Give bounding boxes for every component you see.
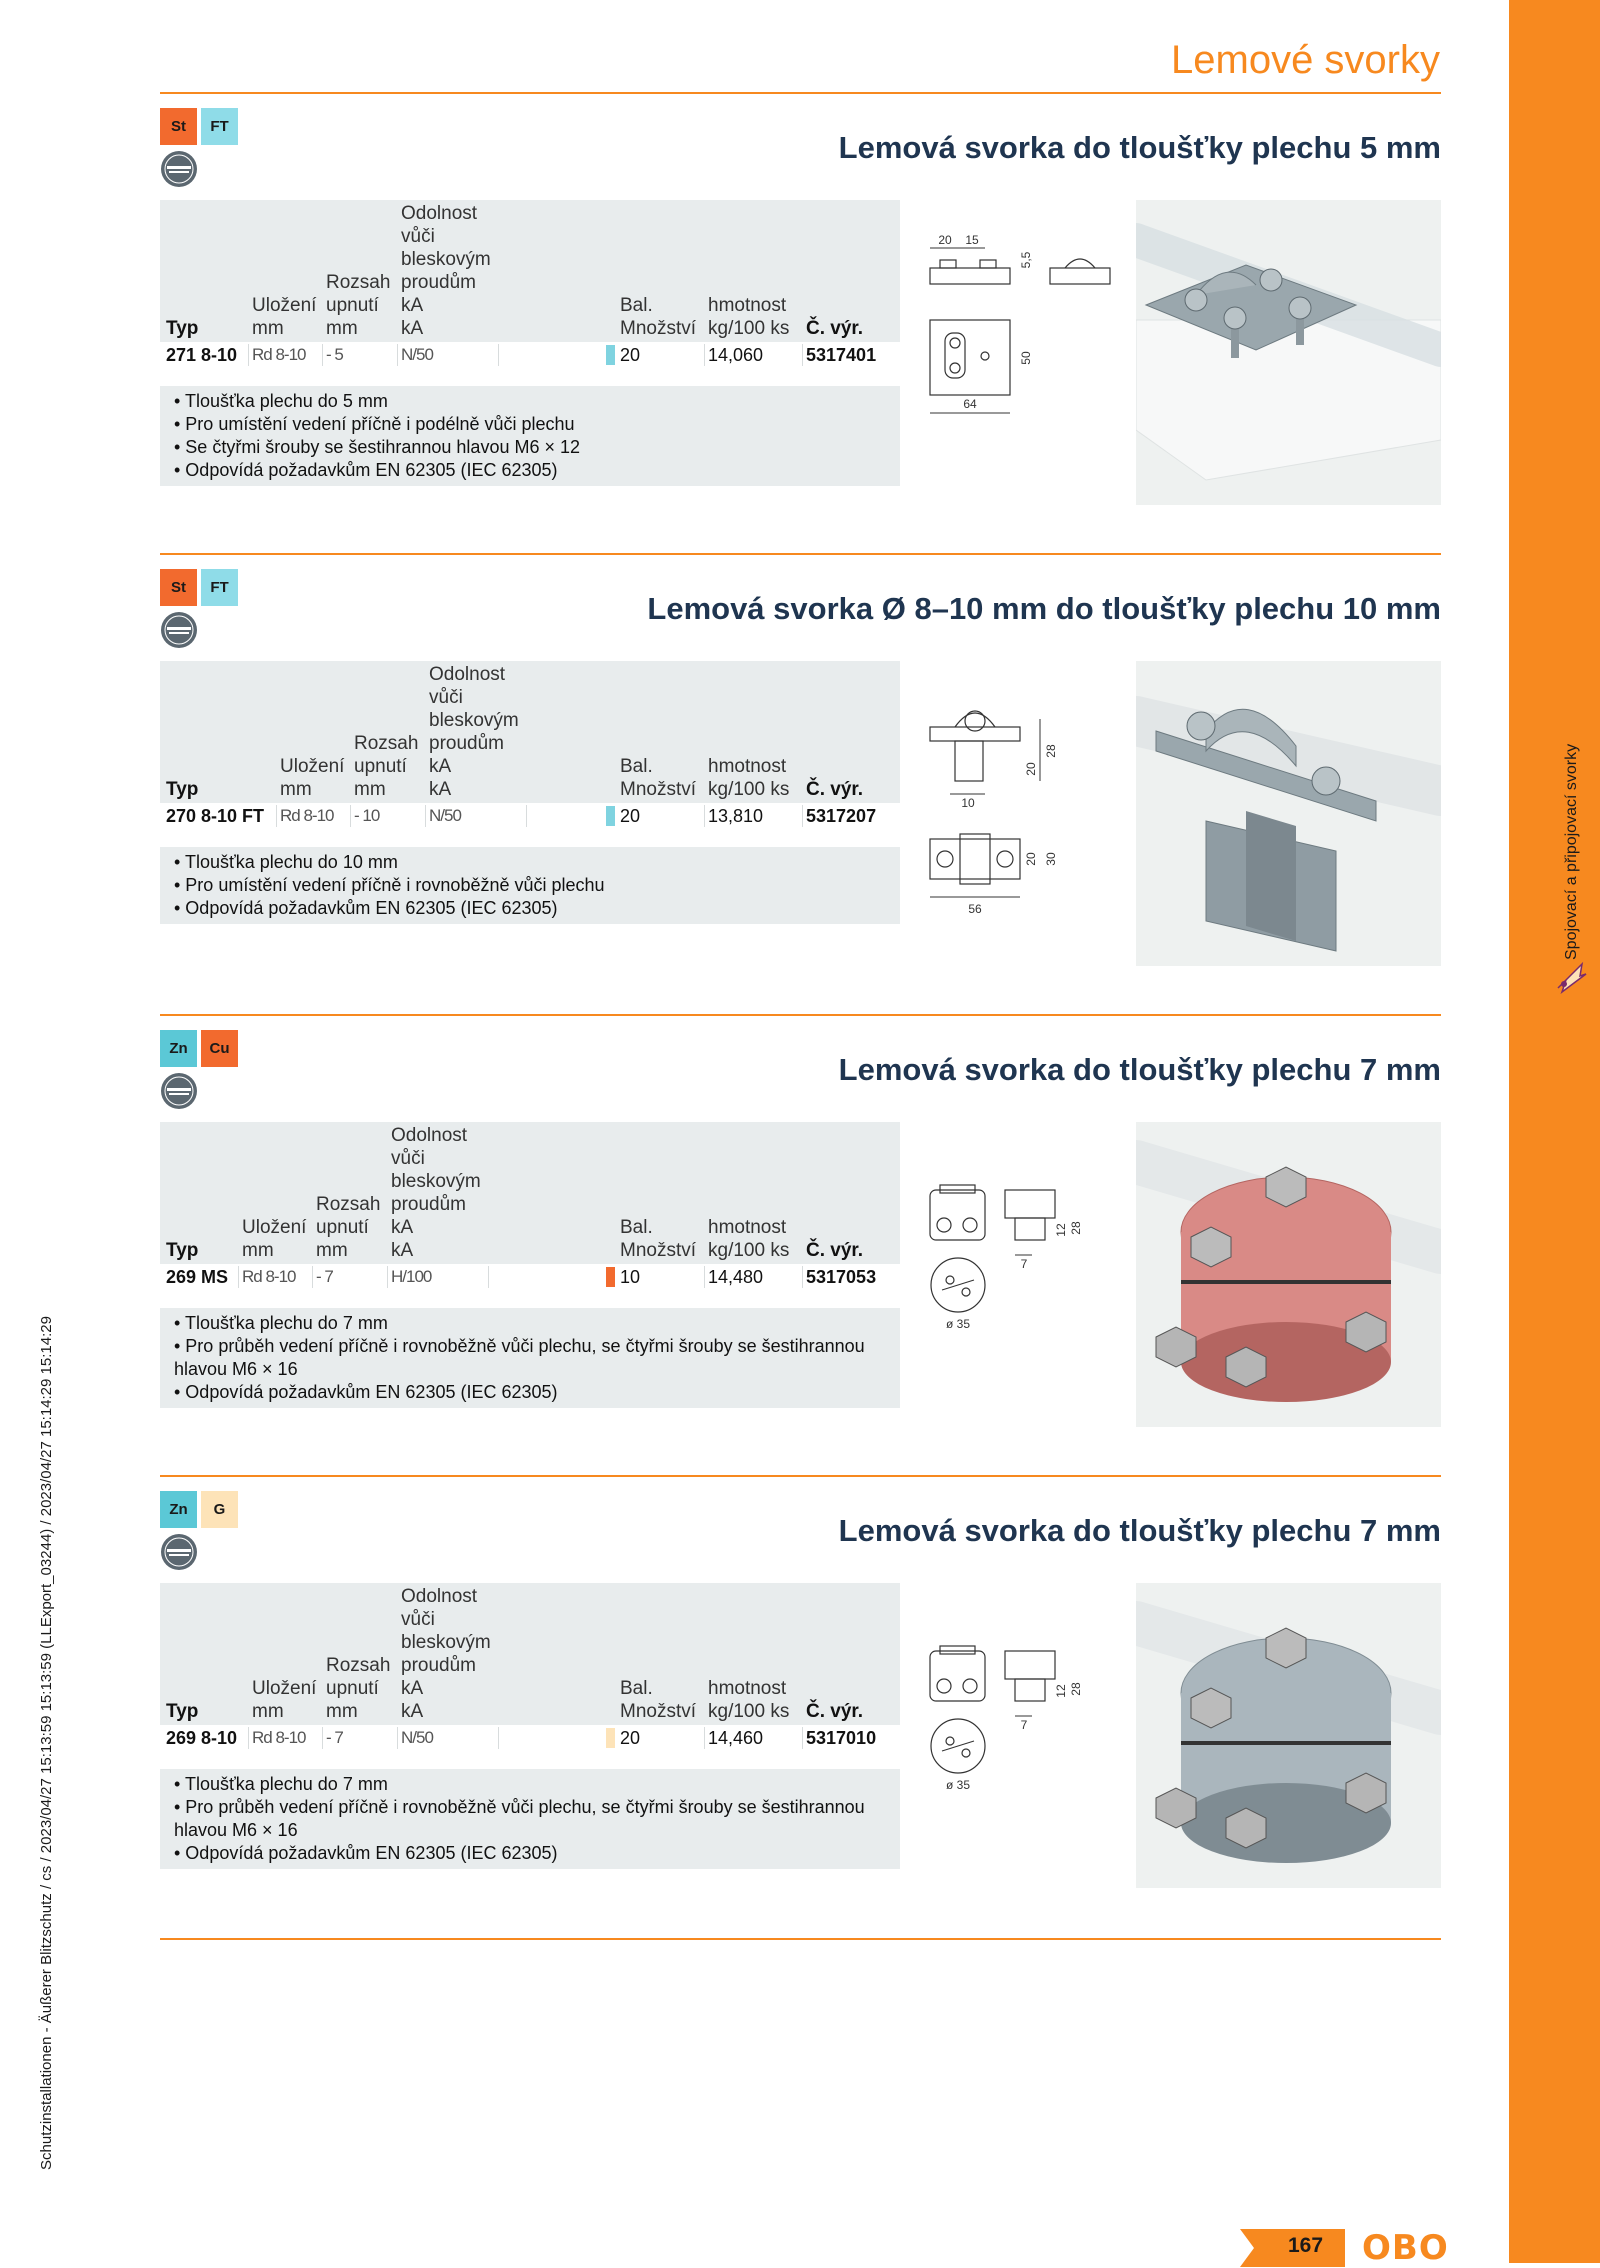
- column-header-hmotnost: hmotnost kg/100 ks: [708, 295, 790, 339]
- column-header-ulozeni: Uložení mm: [252, 1678, 317, 1722]
- cell-hmotnost: 14,480: [708, 1267, 764, 1287]
- note-line: • Se čtyřmi šrouby se šestihrannou hlavou M6 × 12: [174, 437, 581, 457]
- column-header-bal: Bal. Množství: [620, 295, 697, 339]
- technical-drawing: [920, 1130, 1120, 1390]
- column-header-hmotnost: hmotnost kg/100 ks: [708, 756, 790, 800]
- cell-odolnost: H/100: [391, 1267, 432, 1286]
- cell-bal: 20: [620, 1728, 641, 1748]
- column-header-typ: Typ: [166, 318, 199, 339]
- product-photo: [1136, 1583, 1441, 1888]
- section-divider: [160, 553, 1441, 555]
- cell-separator: [498, 1727, 499, 1749]
- tested-seal-icon: [160, 1072, 198, 1110]
- column-header-rozsah: Rozsah upnutí mm: [326, 1655, 391, 1722]
- product-notes: [160, 386, 900, 486]
- dimension-label: 20: [1024, 762, 1038, 776]
- product-notes: [160, 1308, 900, 1408]
- technical-drawing: [920, 1591, 1120, 1851]
- material-color-swatch: [606, 806, 615, 826]
- cell-odolnost: N/50: [401, 1728, 433, 1747]
- cell-cvyr: 5317053: [806, 1267, 877, 1287]
- cell-cvyr: 5317401: [806, 345, 877, 365]
- product-title: Lemová svorka do tloušťky plechu 7 mm: [838, 1052, 1441, 1087]
- cell-odolnost: N/50: [429, 806, 461, 825]
- tested-seal-icon: [160, 611, 198, 649]
- cell-ulozeni: Rd 8-10: [252, 1728, 306, 1747]
- cell-separator: [248, 344, 249, 366]
- orange-sidebar: [1509, 0, 1600, 2263]
- tested-seal-icon: [160, 1533, 198, 1571]
- dimension-label: 10: [961, 796, 975, 810]
- cell-separator: [704, 1266, 705, 1288]
- material-badge: FT: [201, 108, 238, 145]
- cell-separator: [802, 1727, 803, 1749]
- dimension-label: 56: [968, 902, 982, 916]
- cell-ulozeni: Rd 8-10: [280, 806, 334, 825]
- note-line: • Pro průběh vedení příčně i rovnoběžně vůči plechu, se čtyřmi šrouby se šestihrannou hlavou M6 × 16: [174, 1336, 865, 1379]
- cell-separator: [704, 1727, 705, 1749]
- footer-export-info: Schutzinstallationen - Äußerer Blitzschutz / cs / 2023/04/27 15:13:59 15:13:59 (LLExport_03244) / 2023/04/27 15:14:29 15:14:29: [38, 1316, 55, 2170]
- product-photo: [1136, 200, 1441, 505]
- dimension-label: 28: [1044, 744, 1058, 758]
- cell-separator: [526, 805, 527, 827]
- dimension-label: 7: [1020, 1257, 1028, 1271]
- product-section: [160, 569, 1441, 1009]
- note-line: • Tloušťka plechu do 10 mm: [174, 852, 398, 872]
- section-divider: [160, 1014, 1441, 1016]
- product-notes: [160, 1769, 900, 1869]
- dimension-label: 50: [1019, 351, 1033, 365]
- cell-separator: [704, 344, 705, 366]
- cell-typ: 269 MS: [166, 1267, 229, 1287]
- cell-rozsah: - 5: [326, 345, 343, 364]
- column-header-typ: Typ: [166, 779, 199, 800]
- material-badge: FT: [201, 569, 238, 606]
- cell-separator: [387, 1266, 388, 1288]
- cell-typ: 271 8-10: [166, 345, 238, 365]
- dimension-label: 28: [1069, 1682, 1083, 1696]
- lightning-clamp-icon: [1552, 958, 1588, 994]
- column-header-ulozeni: Uložení mm: [242, 1217, 307, 1261]
- dimension-label: 20: [1024, 852, 1038, 866]
- cell-separator: [276, 805, 277, 827]
- product-table: [160, 200, 900, 368]
- note-line: • Tloušťka plechu do 7 mm: [174, 1774, 388, 1794]
- dimension-label: 12: [1054, 1684, 1068, 1698]
- note-line: • Pro průběh vedení příčně i rovnoběžně vůči plechu, se čtyřmi šrouby se šestihrannou hlavou M6 × 16: [174, 1797, 865, 1840]
- cell-ulozeni: Rd 8-10: [252, 345, 306, 364]
- cell-separator: [248, 1727, 249, 1749]
- table-row: [160, 342, 900, 368]
- cell-separator: [802, 805, 803, 827]
- page-title: Lemové svorky: [1171, 38, 1440, 82]
- note-line: • Odpovídá požadavkům EN 62305 (IEC 62305): [174, 898, 558, 918]
- cell-cvyr: 5317010: [806, 1728, 877, 1748]
- product-photo: [1136, 661, 1441, 966]
- dimension-label: 7: [1020, 1718, 1028, 1732]
- column-header-cvyr: Č. výr.: [806, 779, 864, 800]
- material-badge: St: [160, 108, 197, 145]
- cell-hmotnost: 13,810: [708, 806, 764, 826]
- product-title: Lemová svorka do tloušťky plechu 5 mm: [838, 130, 1441, 165]
- tested-seal-icon: [160, 150, 198, 188]
- material-badge: St: [160, 569, 197, 606]
- material-color-swatch: [606, 1267, 615, 1287]
- column-header-cvyr: Č. výr.: [806, 318, 864, 339]
- cell-separator: [322, 344, 323, 366]
- cell-rozsah: - 7: [326, 1728, 343, 1747]
- cell-separator: [312, 1266, 313, 1288]
- page-number-tab: [1240, 2229, 1345, 2267]
- note-line: • Pro umístění vedení příčně i rovnoběžně vůči plechu: [174, 875, 605, 895]
- column-header-rozsah: Rozsah upnutí mm: [354, 733, 419, 800]
- technical-drawing: [920, 208, 1120, 468]
- dimension-label: 20: [938, 233, 952, 247]
- note-line: • Odpovídá požadavkům EN 62305 (IEC 62305): [174, 1843, 558, 1863]
- product-title: Lemová svorka do tloušťky plechu 7 mm: [838, 1513, 1441, 1548]
- product-table: [160, 661, 900, 829]
- note-line: • Odpovídá požadavkům EN 62305 (IEC 62305): [174, 460, 558, 480]
- column-header-bal: Bal. Množství: [620, 1217, 697, 1261]
- cell-bal: 20: [620, 345, 641, 365]
- table-row: [160, 1725, 900, 1751]
- column-header-hmotnost: hmotnost kg/100 ks: [708, 1678, 790, 1722]
- column-header-rozsah: Rozsah upnutí mm: [316, 1194, 381, 1261]
- dimension-label: 28: [1069, 1221, 1083, 1235]
- cell-bal: 10: [620, 1267, 641, 1287]
- cell-separator: [488, 1266, 489, 1288]
- column-header-odolnost: Odolnost vůči bleskovým proudům kA kA: [401, 203, 491, 339]
- sidebar-label: Spojovací a připojovací svorky: [1563, 743, 1580, 960]
- note-line: • Odpovídá požadavkům EN 62305 (IEC 62305): [174, 1382, 558, 1402]
- cell-separator: [704, 805, 705, 827]
- cell-separator: [397, 344, 398, 366]
- material-badge: G: [201, 1491, 238, 1528]
- column-header-odolnost: Odolnost vůči bleskovým proudům kA kA: [391, 1125, 481, 1261]
- cell-separator: [397, 1727, 398, 1749]
- page-number-notch: [1240, 2229, 1254, 2267]
- dimension-label: 12: [1054, 1223, 1068, 1237]
- product-table: [160, 1583, 900, 1751]
- section-divider: [160, 1938, 1441, 1940]
- dimension-label: 64: [963, 397, 977, 411]
- note-line: • Tloušťka plechu do 7 mm: [174, 1313, 388, 1333]
- column-header-odolnost: Odolnost vůči bleskovým proudům kA kA: [401, 1586, 491, 1722]
- cell-rozsah: - 7: [316, 1267, 333, 1286]
- material-badge: Cu: [201, 1030, 238, 1067]
- cell-odolnost: N/50: [401, 345, 433, 364]
- column-header-cvyr: Č. výr.: [806, 1240, 864, 1261]
- cell-ulozeni: Rd 8-10: [242, 1267, 296, 1286]
- cell-separator: [238, 1266, 239, 1288]
- column-header-odolnost: Odolnost vůči bleskovým proudům kA kA: [429, 664, 519, 800]
- table-row: [160, 1264, 900, 1290]
- cell-separator: [498, 344, 499, 366]
- product-notes: [160, 847, 900, 924]
- cell-typ: 270 8-10 FT: [166, 806, 265, 826]
- product-section: [160, 1030, 1441, 1470]
- product-photo: [1136, 1122, 1441, 1427]
- cell-rozsah: - 10: [354, 806, 380, 825]
- column-header-ulozeni: Uložení mm: [252, 295, 317, 339]
- note-line: • Pro umístění vedení příčně i podélně vůči plechu: [174, 414, 575, 434]
- dimension-label: 30: [1044, 852, 1058, 866]
- material-color-swatch: [606, 1728, 615, 1748]
- column-header-typ: Typ: [166, 1701, 199, 1722]
- cell-typ: 269 8-10: [166, 1728, 238, 1748]
- product-section: [160, 108, 1441, 548]
- column-header-hmotnost: hmotnost kg/100 ks: [708, 1217, 790, 1261]
- section-divider: [160, 1475, 1441, 1477]
- table-row: [160, 803, 900, 829]
- product-table: [160, 1122, 900, 1290]
- column-header-typ: Typ: [166, 1240, 199, 1261]
- product-section: [160, 1491, 1441, 1931]
- cell-separator: [322, 1727, 323, 1749]
- cell-hmotnost: 14,060: [708, 345, 764, 365]
- brand-logo: OBO: [1362, 2228, 1449, 2268]
- cell-separator: [802, 1266, 803, 1288]
- note-line: • Tloušťka plechu do 5 mm: [174, 391, 388, 411]
- column-header-bal: Bal. Množství: [620, 756, 697, 800]
- material-color-swatch: [606, 345, 615, 365]
- dimension-label: ø 35: [945, 1317, 971, 1331]
- technical-drawing: [920, 669, 1120, 929]
- column-header-rozsah: Rozsah upnutí mm: [326, 272, 391, 339]
- cell-cvyr: 5317207: [806, 806, 877, 826]
- section-divider: [160, 92, 1441, 94]
- column-header-bal: Bal. Množství: [620, 1678, 697, 1722]
- material-badge: Zn: [160, 1030, 197, 1067]
- dimension-label: 5,5: [1019, 251, 1033, 269]
- cell-hmotnost: 14,460: [708, 1728, 764, 1748]
- column-header-cvyr: Č. výr.: [806, 1701, 864, 1722]
- cell-bal: 20: [620, 806, 641, 826]
- material-badge: Zn: [160, 1491, 197, 1528]
- product-title: Lemová svorka Ø 8–10 mm do tloušťky plechu 10 mm: [647, 591, 1441, 626]
- dimension-label: 15: [965, 233, 979, 247]
- page-number: 167: [1288, 2234, 1324, 2257]
- dimension-label: ø 35: [945, 1778, 971, 1792]
- column-header-ulozeni: Uložení mm: [280, 756, 345, 800]
- cell-separator: [802, 344, 803, 366]
- cell-separator: [425, 805, 426, 827]
- cell-separator: [350, 805, 351, 827]
